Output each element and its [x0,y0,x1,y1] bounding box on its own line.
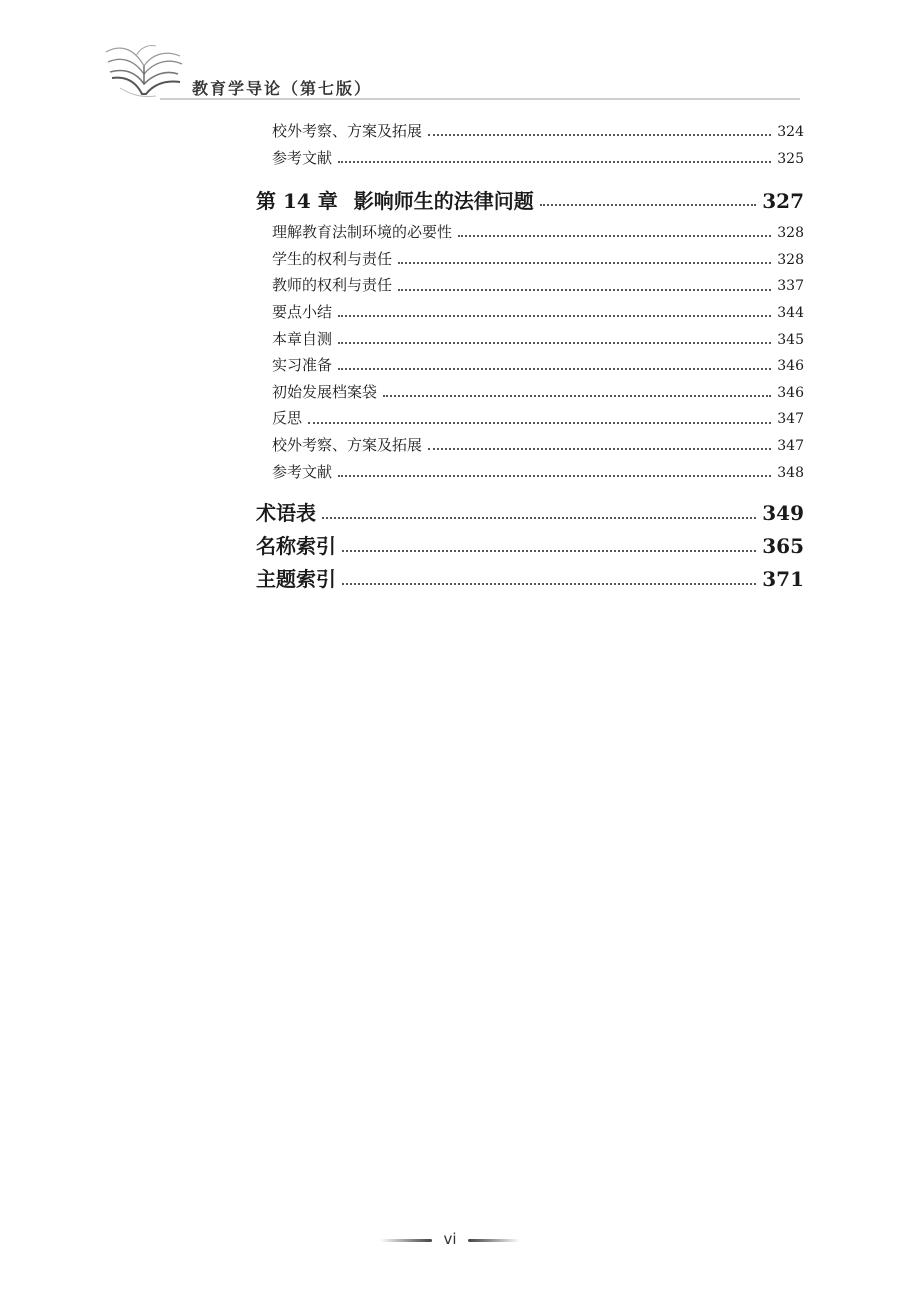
toc-back-matter-entry[interactable] [256,497,804,530]
toc-entry[interactable] [256,118,804,145]
dot-leader [342,550,756,552]
open-book-icon [100,38,190,106]
toc-entry-label: 校外考察、方案及拓展 [272,435,423,454]
chapter-title: 影响师生的法律问题 [353,189,534,214]
toc-entry[interactable] [256,352,804,379]
toc-entry-page: 328 [777,251,804,268]
dot-leader [338,161,771,163]
toc-entry-label: 参考文献 [272,462,333,481]
toc-entry[interactable] [256,459,804,486]
toc-entry-page: 348 [777,464,804,481]
page-footer [380,1230,520,1250]
toc-entry[interactable] [256,219,804,246]
toc-back-matter-entry[interactable] [256,530,804,563]
toc-entry-label: 初始发展档案袋 [272,382,378,401]
toc-entry-page: 337 [777,278,804,295]
dot-leader [308,422,771,424]
toc-entry-label: 校外考察、方案及拓展 [272,122,423,140]
toc-entry-page: 349 [762,501,804,526]
header-rule [160,98,800,100]
toc-entry-page: 325 [777,150,804,167]
table-of-contents [256,118,804,596]
toc-entry[interactable] [256,405,804,432]
toc-entry-label: 理解教育法制环境的必要性 [272,223,453,242]
chapter-number: 第 14 章 [256,189,338,214]
toc-entry-label: 要点小结 [272,302,333,321]
toc-entry-label: 学生的权利与责任 [272,249,393,268]
toc-entry[interactable] [256,145,804,172]
toc-entry-label: 术语表 [256,501,316,526]
dot-leader [338,342,771,344]
toc-entry-page: 371 [762,567,804,592]
spacer [256,485,804,497]
footer-ornament-right [468,1239,520,1242]
toc-entry-page: 347 [777,411,804,428]
dot-leader [398,262,771,264]
dot-leader [428,448,771,450]
dot-leader [398,289,771,291]
dot-leader [338,315,771,317]
toc-entry[interactable] [256,379,804,406]
page-number: vi [443,1230,457,1248]
toc-entry[interactable] [256,299,804,326]
toc-entry-page: 346 [777,358,804,375]
toc-entry-label: 名称索引 [256,534,336,559]
toc-entry[interactable] [256,246,804,273]
dot-leader [428,134,771,136]
toc-entry-page: 346 [777,384,804,401]
book-title: 教育学导论（第七版） [192,79,373,98]
toc-entry[interactable] [256,432,804,459]
toc-entry[interactable] [256,272,804,299]
toc-entry-label: 反思 [272,409,303,428]
toc-entry-label: 教师的权利与责任 [272,276,393,295]
dot-leader [458,235,771,237]
dot-leader [383,395,771,397]
dot-leader [540,204,756,206]
dot-leader [338,368,771,370]
toc-entry-page: 345 [777,331,804,348]
toc-entry-page: 365 [762,534,804,559]
toc-back-matter-entry[interactable] [256,563,804,596]
chapter-label [256,183,534,219]
chapter-page: 327 [762,189,804,214]
toc-chapter-heading[interactable] [256,183,804,219]
toc-entry[interactable] [256,326,804,353]
toc-entry-page: 344 [777,304,804,321]
toc-entry-page: 328 [777,225,804,242]
toc-entry-label: 本章自测 [272,329,333,348]
toc-entry-label: 主题索引 [256,567,336,592]
toc-entry-page: 324 [777,124,804,140]
dot-leader [322,517,756,519]
dot-leader [342,583,756,585]
toc-entry-label: 实习准备 [272,356,333,375]
running-header [100,38,800,108]
toc-entry-page: 347 [777,437,804,454]
dot-leader [338,475,771,477]
toc-entry-label: 参考文献 [272,148,333,167]
